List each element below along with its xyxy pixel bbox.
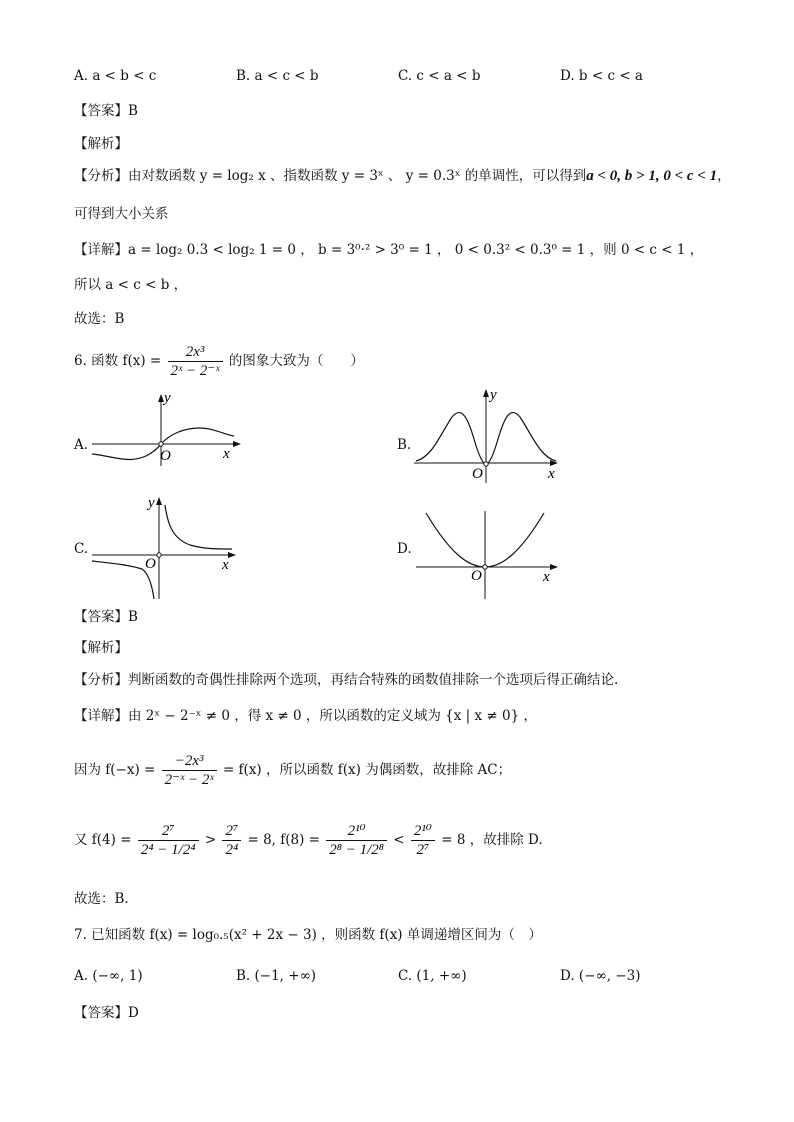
graph-c-curve-right [165, 505, 232, 549]
graph-b-y-label: y [490, 387, 497, 403]
q5-analysis-end: ， [717, 168, 731, 184]
q6-detail3-num3: 2¹⁰ [326, 822, 387, 841]
graph-a-origin-label: O [160, 448, 171, 464]
q6-detail3-den3: 2⁸ − 1/2⁸ [329, 842, 384, 858]
q5-analysis-bold: a < 0, b > 1, 0 < c < 1 [586, 168, 718, 184]
q6-detail3-num4: 2¹⁰ [411, 822, 435, 841]
q6-detail3-mid3: < [389, 832, 409, 848]
graph-a-y-label: y [164, 392, 171, 406]
q5-option-d: D. b < c < a [560, 68, 643, 84]
q5-analysis-header: 【解析】 [74, 136, 128, 152]
q5-choose: 故选：B [74, 311, 125, 327]
q7-answer: 【答案】D [74, 1005, 139, 1021]
graph-c-x-label: x [222, 557, 229, 573]
graph-b-y-arrow [483, 389, 489, 397]
q5-analysis-text: 【分析】由对数函数 y = log₂ x 、指数函数 y = 3ˣ 、 y = 0.3ˣ 的单调性，可以得到 [74, 168, 587, 184]
q7-stem: 7. 已知函数 f(x) = log₀.₅(x² + 2x − 3) ，则函数 f(x) 单调递增区间为（ ） [74, 927, 542, 943]
q6-analysis-header: 【解析】 [74, 640, 128, 656]
graph-a-origin-dot [159, 442, 163, 446]
graph-d [410, 505, 570, 605]
q6-detail3-mid2: = 8, f(8) = [243, 832, 325, 848]
graph-d-x-label: x [543, 569, 550, 585]
graph-d-origin-dot [483, 565, 487, 569]
q6-stem-denominator: 2ˣ − 2⁻ˣ [170, 363, 220, 379]
q6-analysis: 【分析】判断函数的奇偶性排除两个选项，再结合特殊的函数值排除一个选项后得正确结论. [74, 672, 619, 688]
q6-detail3-mid1: > [200, 832, 221, 848]
q6-answer: 【答案】B [74, 609, 138, 625]
q7-option-c: C. (1, +∞) [398, 968, 467, 984]
q5-detail-line2: 所以 a < c < b ， [74, 277, 188, 293]
q6-detail2-numerator: −2x³ [162, 752, 217, 771]
q5-option-c: C. c < a < b [398, 68, 481, 84]
graph-b [410, 385, 570, 485]
graph-c-x-arrow [228, 552, 236, 558]
q5-detail-line1: 【详解】a = log₂ 0.3 < log₂ 1 = 0 ， b = 3⁰·² > 3⁰ = 1 ， 0 < 0.3² < 0.3⁰ = 1 ，则 0 < c < 1 ， [74, 242, 704, 258]
q6-detail-line3 [74, 822, 543, 859]
graph-c-label: C. [74, 541, 89, 557]
q6-detail3-fraction4 [411, 822, 435, 859]
graph-b-origin-label: O [472, 466, 483, 482]
q6-stem-suffix: 的图象大致为（ ） [224, 353, 364, 369]
q6-detail2-suffix: = f(x) ，所以函数 f(x) 为偶函数，故排除 AC； [218, 762, 512, 778]
q6-stem-numerator: 2x³ [168, 343, 223, 362]
q6-stem-fraction [168, 343, 223, 380]
graph-c-y-arrow [156, 497, 162, 505]
graph-c-y-label: y [148, 495, 155, 511]
q6-detail3-den4: 2⁷ [416, 842, 430, 858]
graph-d-label: D. [397, 541, 412, 557]
graph-b-label: B. [397, 437, 412, 453]
graph-c [88, 493, 248, 603]
graph-a [88, 392, 248, 472]
q7-option-d: D. (−∞, −3) [560, 968, 641, 984]
q7-option-b: B. (−1, +∞) [236, 968, 317, 984]
q7-option-a: A. (−∞, 1) [74, 968, 143, 984]
q5-option-a: A. a < b < c [74, 68, 157, 84]
graph-c-origin-label: O [145, 556, 156, 572]
q6-detail2-prefix: 因为 f(−x) = [74, 762, 160, 778]
q6-choose: 故选：B. [74, 891, 129, 907]
graph-d-origin-label: O [471, 568, 482, 584]
q6-detail3-den2: 2⁴ [225, 842, 239, 858]
q6-detail-line1: 【详解】由 2ˣ − 2⁻ˣ ≠ 0 ，得 x ≠ 0 ，所以函数的定义域为 {x | x ≠ 0} ， [74, 708, 537, 724]
q6-detail2-fraction [162, 752, 217, 789]
graph-b-x-label: x [548, 466, 555, 482]
q6-detail3-suffix: = 8 ，故排除 D. [436, 832, 543, 848]
q6-detail3-den1: 2⁴ − 1/2⁴ [140, 842, 196, 858]
graph-a-label: A. [74, 437, 89, 453]
q6-detail3-num1: 2⁷ [138, 822, 199, 841]
q6-stem-prefix: 6. 函数 f(x) = [74, 353, 166, 369]
q6-detail-line2 [74, 752, 511, 789]
graph-a-x-arrow [233, 441, 241, 447]
q6-detail3-prefix: 又 f(4) = [74, 832, 136, 848]
graph-b-origin-dot [484, 462, 488, 466]
q5-analysis-line1 [74, 166, 731, 186]
graph-d-x-arrow [550, 564, 558, 570]
q5-analysis-line2: 可得到大小关系 [74, 206, 169, 222]
q6-detail3-fraction1 [138, 822, 199, 859]
q5-answer: 【答案】B [74, 103, 138, 119]
q6-detail2-denominator: 2⁻ˣ − 2ˣ [164, 772, 214, 788]
q5-option-b: B. a < c < b [236, 68, 319, 84]
q6-detail3-fraction2 [222, 822, 241, 859]
q6-detail3-fraction3 [326, 822, 387, 859]
q6-detail3-num2: 2⁷ [222, 822, 241, 841]
graph-a-x-label: x [223, 446, 230, 462]
q6-stem [74, 343, 364, 380]
graph-c-origin-dot [157, 553, 161, 557]
